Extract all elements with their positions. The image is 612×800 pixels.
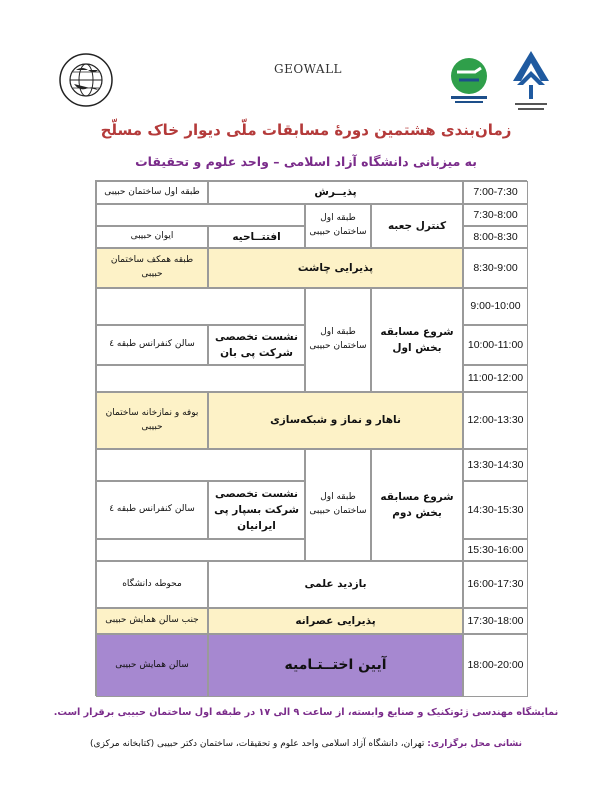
venue-address-text: تهران، دانشگاه آزاد اسلامی واحد علوم و تحقیقات، ساختمان دکتر حبیبی (کتابخانه مرکزی) <box>90 739 425 749</box>
visit-location: محوطه دانشگاه <box>96 561 208 608</box>
logo-bar <box>0 0 612 120</box>
opening-location: ایوان حبیبی <box>96 226 208 248</box>
time-slot: 18:00-20:00 <box>463 634 528 697</box>
box-control-event: کنترل جعبه <box>371 204 463 248</box>
box-control-location: طبقه اول ساختمان حبیبی <box>305 204 371 248</box>
breakfast-location: طبقه همکف ساختمان حبیبی <box>96 248 208 288</box>
closing-location: سالن همایش حبیبی <box>96 634 208 697</box>
empty-cell <box>96 539 305 561</box>
research-branch-logo-icon <box>443 54 495 106</box>
empty-cell <box>96 204 305 226</box>
breakfast-event: پذیرایی چاشت <box>208 248 463 288</box>
time-slot: 9:00-10:00 <box>463 288 528 325</box>
lunch-location: بوفه و نمازخانه ساختمان حبیبی <box>96 392 208 449</box>
afternoon-location: جنب سالن همایش حبیبی <box>96 608 208 634</box>
empty-cell <box>96 365 305 392</box>
session-bespar-location: سالن کنفرانس طبقه ٤ <box>96 481 208 539</box>
session-bespar-event: نشست تخصصی شرکت بسپار پی ایرانیان <box>208 481 305 539</box>
lunch-event: ناهار و نماز و شبکه‌سازی <box>208 392 463 449</box>
competition-part2-event: شروع مسابقه بخش دوم <box>371 449 463 561</box>
azad-university-logo-icon <box>507 45 555 117</box>
time-slot: 8:30-9:00 <box>463 248 528 288</box>
time-slot: 10:00-11:00 <box>463 325 528 365</box>
time-slot: 7:30-8:00 <box>463 204 528 226</box>
time-slot: 15:30-16:00 <box>463 539 528 561</box>
time-slot: 16:00-17:30 <box>463 561 528 608</box>
page-subtitle: به میزبانی دانشگاه آزاد اسلامی – واحد علوم و تحقیقات <box>135 154 477 169</box>
page-title: زمان‌بندی هشتمین دورهٔ مسابقات ملّی دیوار خاک مسلّح <box>100 121 512 139</box>
venue-address <box>0 739 612 749</box>
time-slot: 13:30-14:30 <box>463 449 528 481</box>
globe-logo-icon <box>58 52 114 108</box>
competition-part2-location: طبقه اول ساختمان حبیبی <box>305 449 371 561</box>
time-slot: 8:00-8:30 <box>463 226 528 248</box>
geowall-logo <box>272 60 344 82</box>
time-slot: 12:00-13:30 <box>463 392 528 449</box>
reception-event: پذیــرش <box>208 181 463 204</box>
empty-cell <box>96 288 305 325</box>
time-slot: 17:30-18:00 <box>463 608 528 634</box>
afternoon-event: پذیرایی عصرانه <box>208 608 463 634</box>
time-slot: 7:00-7:30 <box>463 181 528 204</box>
schedule-table <box>95 180 527 696</box>
competition-part1-event: شروع مسابقه بخش اول <box>371 288 463 392</box>
time-slot: 14:30-15:30 <box>463 481 528 539</box>
exhibition-note: نمایشگاه مهندسی ژئوتکنیک و صنایع وابسته، از ساعت ۹ الی ۱۷ در طبقه اول ساختمان حبیبی برقرار است. <box>53 707 559 718</box>
empty-cell <box>96 449 305 481</box>
reception-location: طبقه اول ساختمان حبیبی <box>96 181 208 204</box>
opening-event: افتتــاحیه <box>208 226 305 248</box>
closing-event: آیین اختــتـامیه <box>208 634 463 697</box>
session-piban-location: سالن کنفرانس طبقه ٤ <box>96 325 208 365</box>
visit-event: بازدید علمی <box>208 561 463 608</box>
time-slot: 11:00-12:00 <box>463 365 528 392</box>
competition-part1-location: طبقه اول ساختمان حبیبی <box>305 288 371 392</box>
venue-address-label: نشانی محل برگزاری: <box>427 739 522 749</box>
geowall-logo-text: GEOWALL <box>273 62 343 76</box>
session-piban-event: نشست تخصصی شرکت پی بان <box>208 325 305 365</box>
